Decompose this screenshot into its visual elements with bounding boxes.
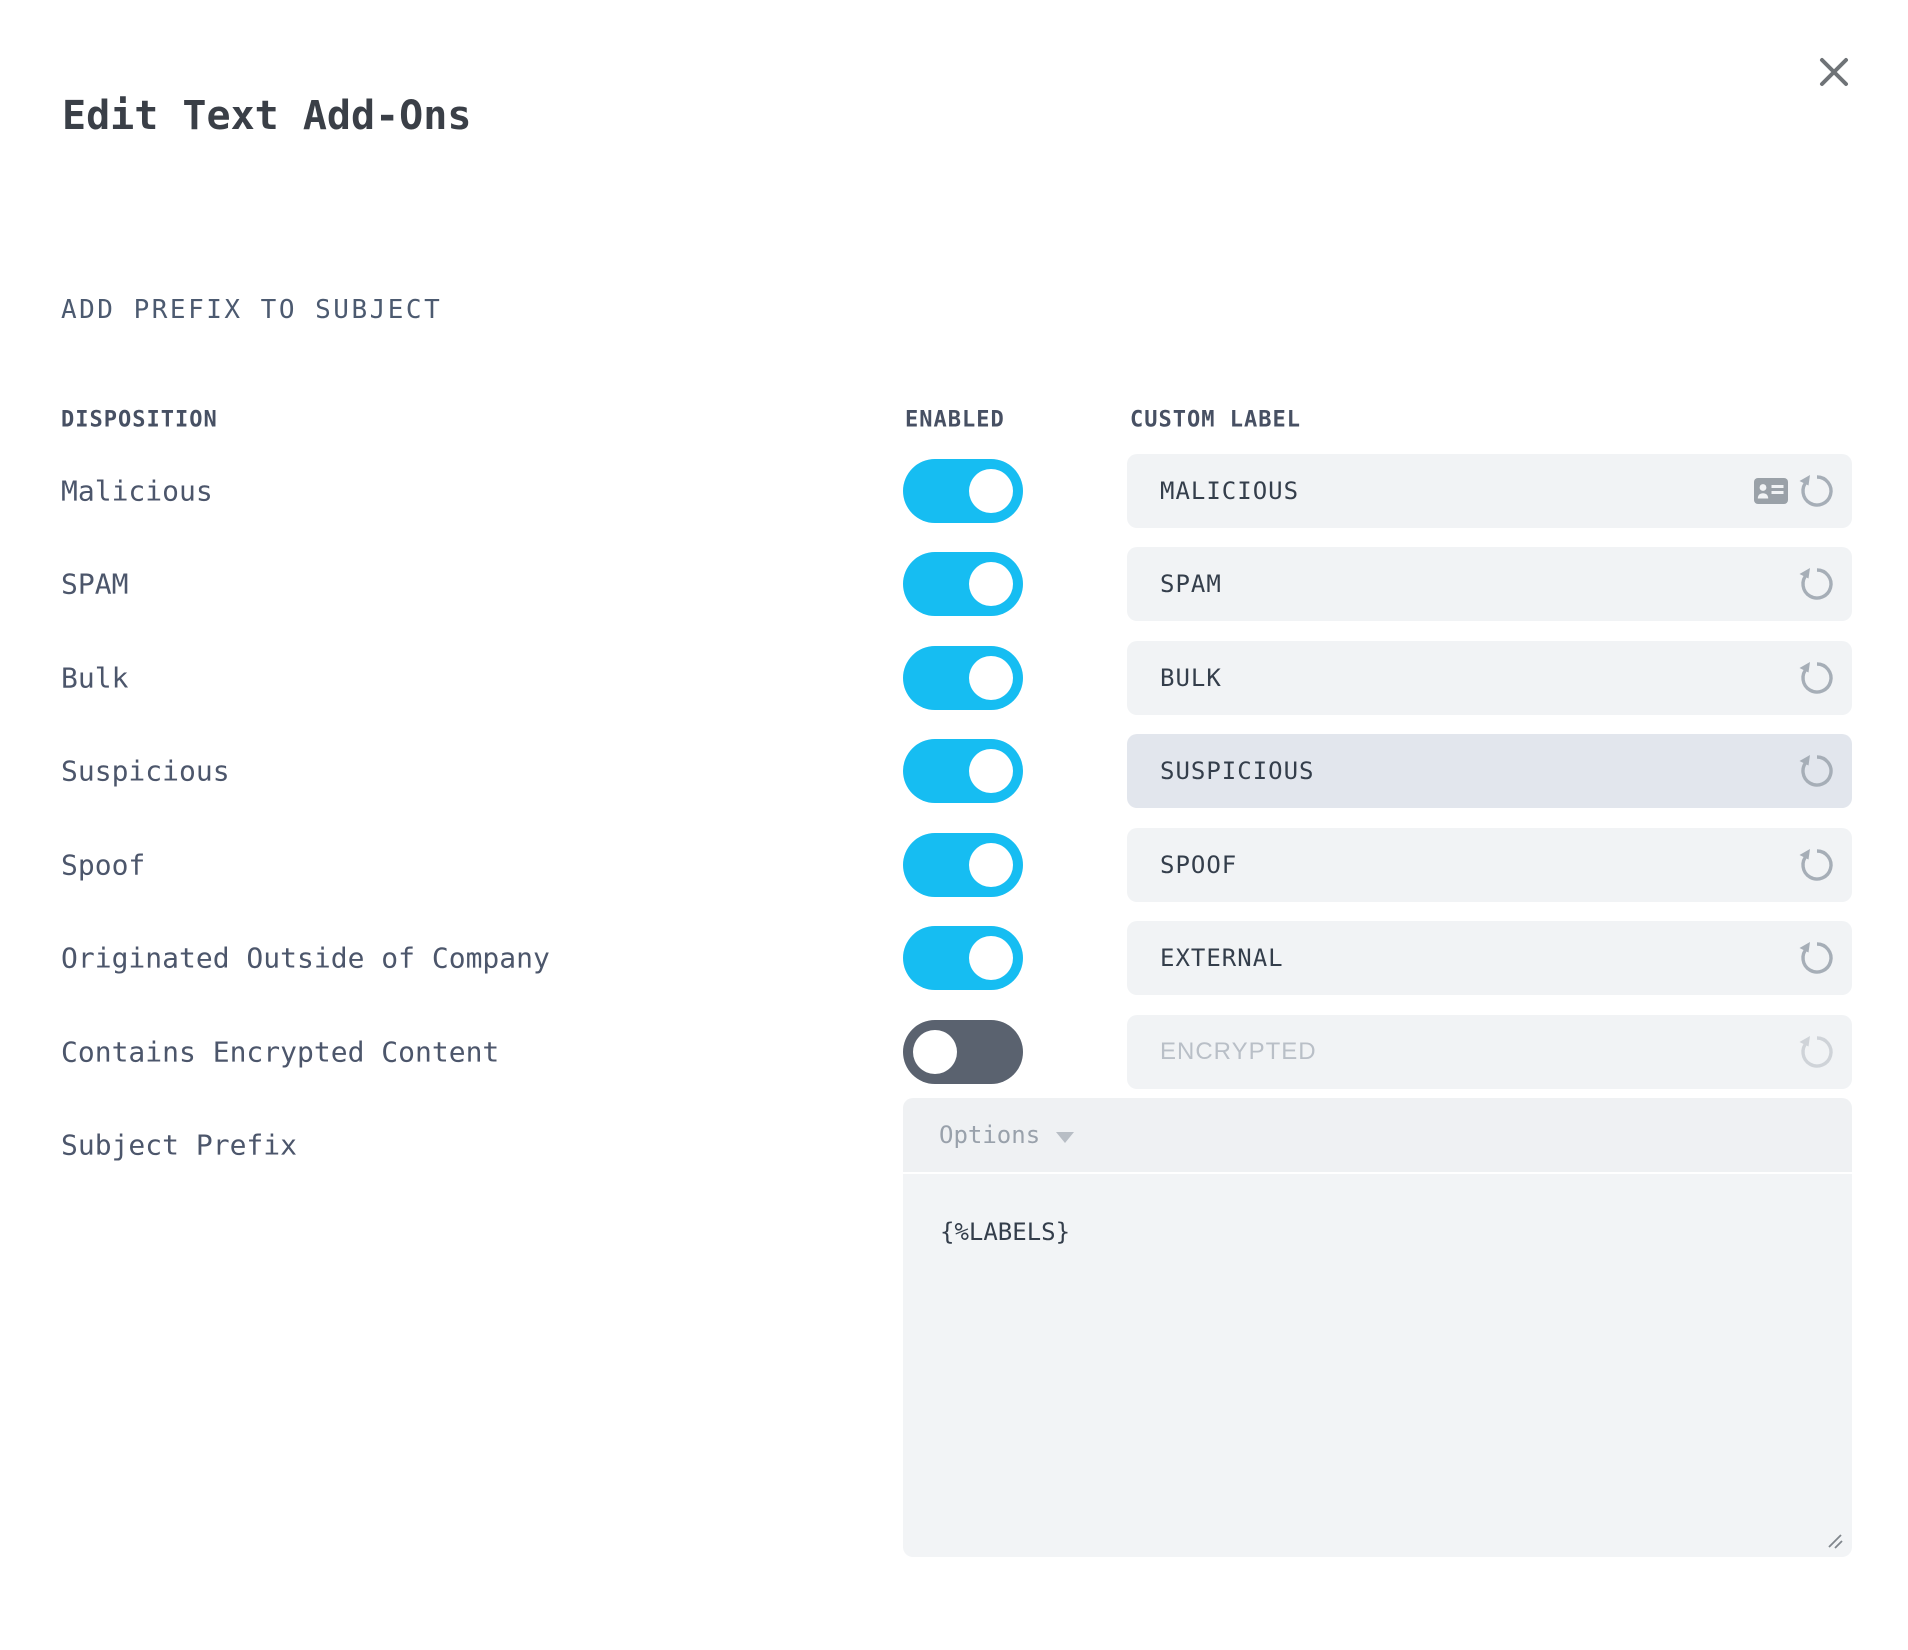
reset-icon: [1796, 563, 1838, 605]
custom-label-value: BULK: [1160, 664, 1222, 692]
custom-label-input[interactable]: [1127, 734, 1852, 808]
custom-label-value: EXTERNAL: [1160, 944, 1284, 972]
enabled-toggle[interactable]: [903, 739, 1023, 803]
row-label: Contains Encrypted Content: [61, 1035, 500, 1069]
options-dropdown[interactable]: [903, 1098, 1852, 1172]
custom-label-input[interactable]: [1127, 641, 1852, 715]
column-header-enabled: ENABLED: [905, 407, 1005, 433]
row-label: SPAM: [61, 567, 129, 601]
enabled-toggle[interactable]: [903, 833, 1023, 897]
enabled-toggle[interactable]: [903, 1020, 1023, 1084]
close-icon: [1818, 56, 1850, 88]
resize-handle-icon[interactable]: [1825, 1531, 1845, 1551]
enabled-toggle[interactable]: [903, 926, 1023, 990]
custom-label-input[interactable]: [1127, 454, 1852, 528]
row-label: Subject Prefix: [61, 1128, 298, 1162]
row-label: Originated Outside of Company: [61, 941, 550, 975]
custom-label-value: ENCRYPTED: [1160, 1038, 1317, 1065]
reset-icon: [1796, 470, 1838, 512]
row-label: Spoof: [61, 848, 146, 882]
toggle-knob: [913, 1030, 957, 1074]
custom-label-value: SUSPICIOUS: [1160, 757, 1315, 785]
reset-button: [1796, 1031, 1838, 1073]
row-label: Suspicious: [61, 754, 230, 788]
reset-icon: [1796, 657, 1838, 699]
close-button[interactable]: [1812, 50, 1856, 94]
reset-button[interactable]: [1796, 563, 1838, 605]
reset-icon: [1796, 750, 1838, 792]
toggle-knob: [969, 936, 1013, 980]
reset-button[interactable]: [1796, 657, 1838, 699]
enabled-toggle[interactable]: [903, 459, 1023, 523]
custom-label-value: MALICIOUS: [1160, 477, 1300, 505]
custom-label-input[interactable]: [1127, 828, 1852, 902]
subject-prefix-textarea[interactable]: {%LABELS}: [903, 1174, 1852, 1557]
toggle-knob: [969, 843, 1013, 887]
reset-icon: [1796, 844, 1838, 886]
row-label: Bulk: [61, 661, 129, 695]
custom-label-value: SPOOF: [1160, 851, 1238, 879]
custom-label-value: SPAM: [1160, 570, 1222, 598]
toggle-knob: [969, 656, 1013, 700]
options-dropdown-label: Options: [939, 1121, 1041, 1149]
reset-button[interactable]: [1796, 937, 1838, 979]
custom-label-input[interactable]: [1127, 547, 1852, 621]
column-header-custom-label: CUSTOM LABEL: [1130, 407, 1301, 433]
subject-prefix-editor: [903, 1098, 1852, 1557]
reset-button[interactable]: [1796, 844, 1838, 886]
page-title: Edit Text Add-Ons: [62, 92, 472, 139]
custom-label-input[interactable]: [1127, 921, 1852, 995]
section-header: ADD PREFIX TO SUBJECT: [61, 295, 443, 325]
toggle-knob: [969, 562, 1013, 606]
column-header-disposition: DISPOSITION: [61, 407, 218, 433]
custom-label-input: [1127, 1015, 1852, 1089]
reset-button[interactable]: [1796, 470, 1838, 512]
enabled-toggle[interactable]: [903, 646, 1023, 710]
reset-icon: [1796, 937, 1838, 979]
chevron-down-icon: [1056, 1132, 1074, 1143]
autofill-contact-card-icon: [1754, 478, 1788, 504]
enabled-toggle[interactable]: [903, 552, 1023, 616]
row-label: Malicious: [61, 474, 213, 508]
reset-button[interactable]: [1796, 750, 1838, 792]
toggle-knob: [969, 749, 1013, 793]
reset-icon: [1796, 1031, 1838, 1073]
toggle-knob: [969, 469, 1013, 513]
